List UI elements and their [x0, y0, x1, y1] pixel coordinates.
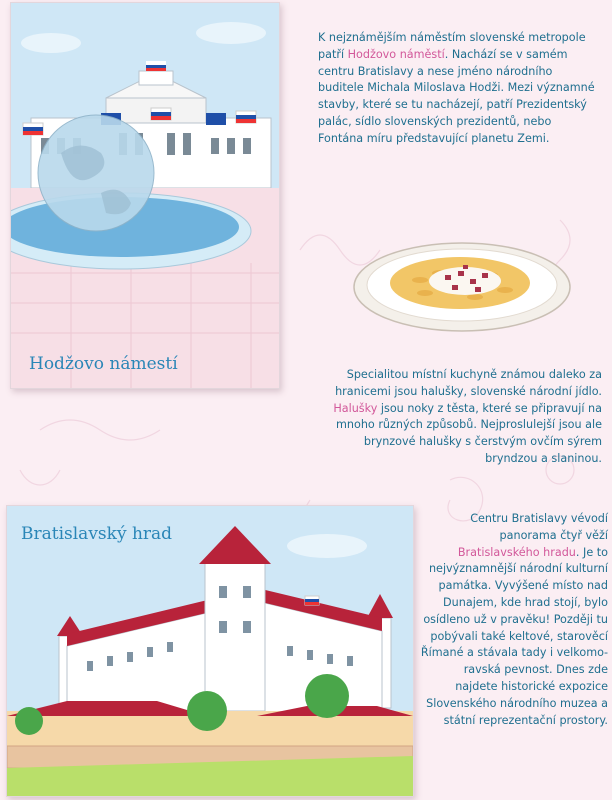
paragraph-text: Centru Bratislavy vévodí panorama čtyř věží [470, 512, 608, 542]
illustration-halusky-plate [350, 235, 575, 335]
illustration-presidential-palace [11, 3, 279, 388]
paragraph-bratislavsky-hrad [418, 511, 608, 729]
photo-card-hodzovo-namesti [10, 2, 280, 389]
paragraph-hodzovo-namesti [318, 30, 596, 148]
highlight-hodzovo: Hodžovo náměstí [347, 47, 445, 61]
card-caption-hodzovo: Hodžovo námestí [29, 354, 178, 374]
paragraph-text: . Je to nejvýznamnější národní kulturní památka. Vyvýšené místo nad Dunajem, kde hrad stojí, bylo osídleno už v pravěku! Později tu pobývali také keltové, starověcí Římané a stávala tady i velkomoravská pevnost. Dnes zde najdete historické expozice Slovenského národního muzea a státní reprezentační prostory. [420, 545, 608, 727]
highlight-halusky: Halušky [333, 401, 378, 415]
illustration-bratislava-castle [7, 506, 413, 796]
paragraph-text: K nejznámějším náměstím slovenské metropole patří [318, 31, 586, 61]
photo-card-bratislavsky-hrad [6, 505, 414, 797]
paragraph-text: Specialitou místní kuchyně známou daleko za hranicemi jsou halušky, slovenské národní jídlo. [335, 368, 602, 398]
paragraph-text: jsou noky z těsta, které se připravují na mnoho různých způsobů. Nejproslulejší jsou ale brynzové halušky s čerstvým ovčím sýrem bryndzou a slaninou. [336, 401, 602, 465]
paragraph-halusky [316, 367, 602, 468]
card-caption-hrad: Bratislavský hrad [21, 524, 173, 544]
paragraph-text: . Nachází se v samém centru Bratislavy a nese jméno národního buditele Michala Miloslava Hodži. Mezi významné stavby, které se tu nacházejí, patří Prezidentský palác, sídlo slovenských prezidentů, nebo Fontána míru představující planetu Zemi. [318, 47, 595, 145]
highlight-hrad: Bratislavského hradu [457, 545, 576, 559]
